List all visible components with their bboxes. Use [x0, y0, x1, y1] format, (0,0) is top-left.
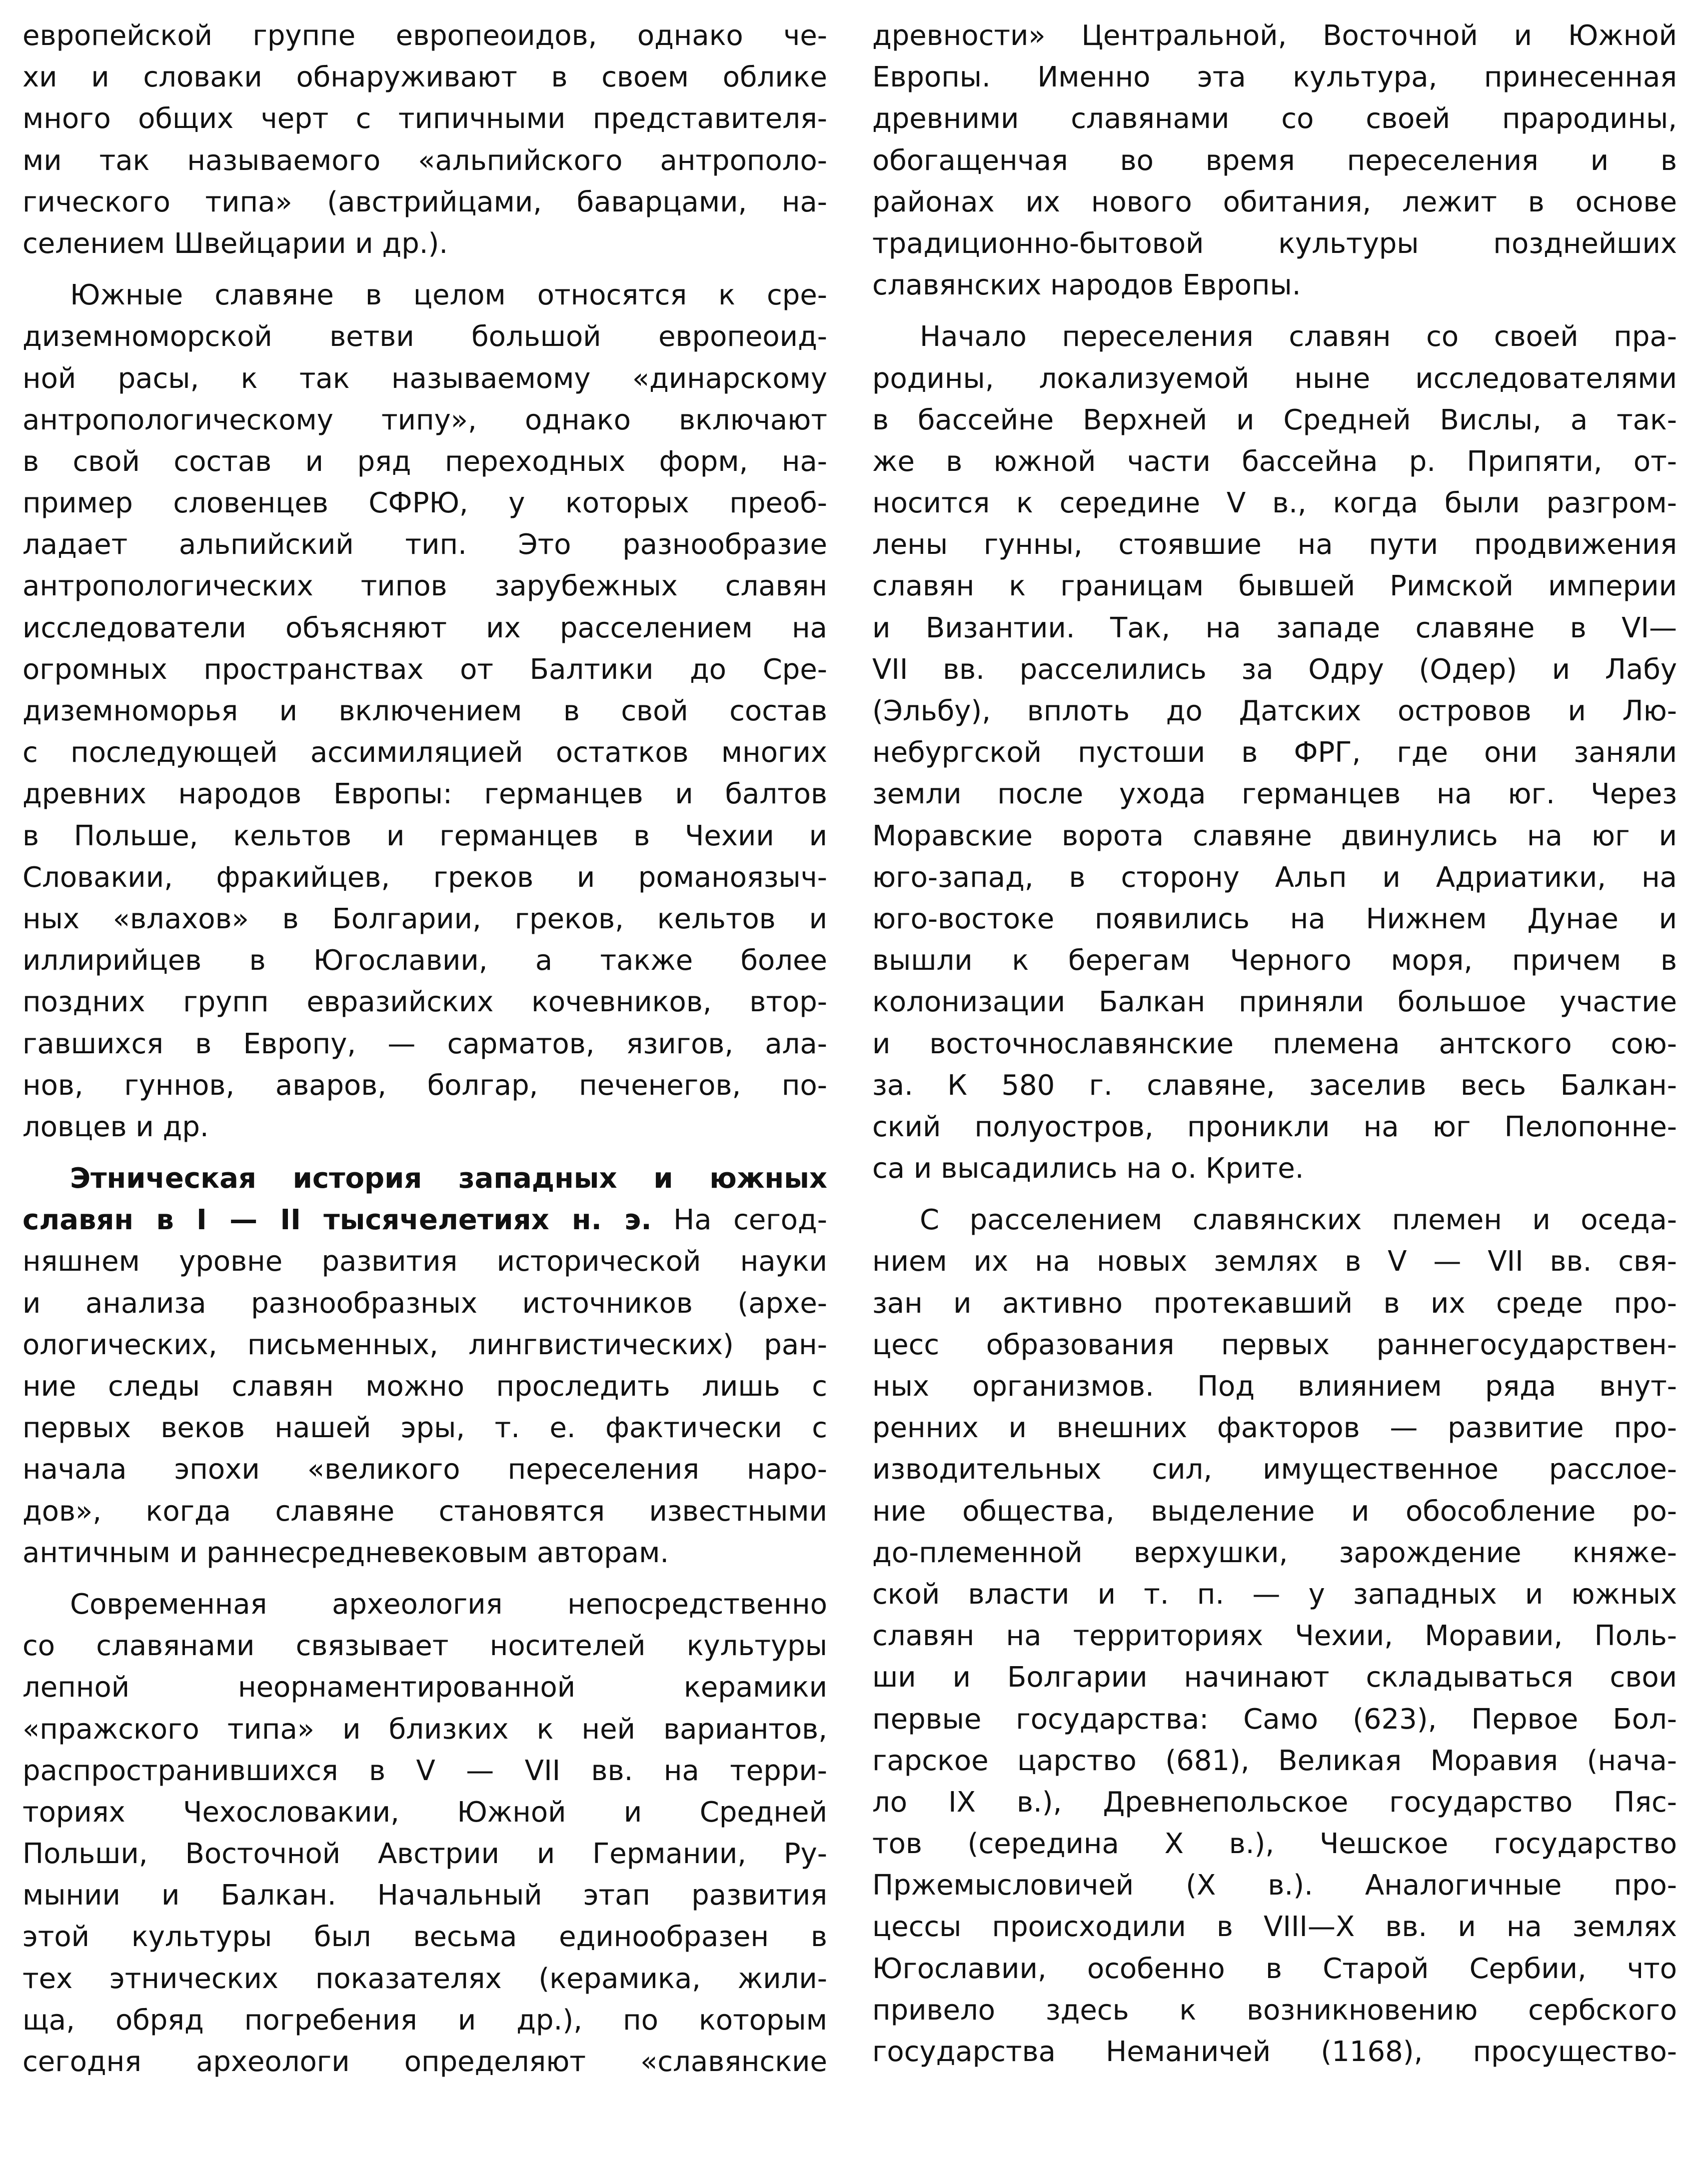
- text-line: привело здесь к возникновению сербского: [872, 1994, 1677, 2027]
- text-line: славян на территориях Чехии, Моравии, Поль-: [872, 1620, 1677, 1653]
- text-line: «пражского типа» и близких к ней вариантов,: [22, 1713, 827, 1746]
- text-line: античным и раннесредневековым авторам.: [22, 1536, 669, 1569]
- text-line: и Византии. Так, на западе славяне в VI—: [872, 611, 1677, 644]
- text-line: в свой состав и ряд переходных форм, на-: [22, 445, 827, 478]
- right-column: [872, 15, 1677, 2073]
- text-line: ториях Чехословакии, Южной и Средней: [22, 1796, 827, 1829]
- text-line: лены гунны, стоявшие на пути продвижения: [872, 528, 1677, 561]
- left-column: [22, 15, 827, 2083]
- text-line: и восточнославянские племена антского сою-: [872, 1027, 1677, 1060]
- text-line: цессы происходили в VIII—X вв. и на землях: [872, 1911, 1677, 1944]
- text-line: древними славянами со своей прародины,: [872, 102, 1677, 135]
- text-line: лепной неорнаментированной керамики: [22, 1671, 827, 1704]
- text-line: антропологических типов зарубежных славян: [22, 570, 827, 603]
- text-line: Словакии, фракийцев, греков и романоязыч-: [22, 861, 827, 894]
- text-line: Югославии, особенно в Старой Сербии, что: [872, 1952, 1677, 1985]
- text-line: первые государства: Само (623), Первое Бол-: [872, 1703, 1677, 1736]
- text-line: дов», когда славяне становятся известными: [22, 1495, 827, 1528]
- text-line: за. К 580 г. славяне, заселив весь Балкан-: [872, 1069, 1677, 1102]
- text-line: и анализа разнообразных источников (архе-: [22, 1287, 827, 1320]
- text-line: Начало переселения славян со своей пра-: [920, 320, 1677, 353]
- text-line: сегодня археологи определяют «славянские: [22, 2046, 827, 2078]
- text-line: древних народов Европы: германцев и балтов: [22, 778, 827, 811]
- text-line: колонизации Балкан приняли большое участие: [872, 986, 1677, 1019]
- text-line: няшнем уровне развития исторической науки: [22, 1245, 827, 1278]
- text-line: огромных пространствах от Балтики до Сре-: [22, 653, 827, 686]
- text-line: ных «влахов» в Болгарии, греков, кельтов и: [22, 902, 827, 935]
- text-line: ми так называемого «альпийского антрополо-: [22, 144, 827, 177]
- text-line: обогащенчая во время переселения и в: [872, 144, 1677, 177]
- text-line: (Эльбу), вплоть до Датских островов и Лю-: [872, 695, 1677, 727]
- text-line: мынии и Балкан. Начальный этап развития: [22, 1879, 827, 1912]
- text-line: диземноморья и включением в свой состав: [22, 695, 827, 727]
- text-line: Европы. Именно эта культура, принесенная: [872, 61, 1677, 94]
- text-line: селением Швейцарии и др.).: [22, 227, 448, 260]
- text-line: поздних групп евразийских кочевников, втор-: [22, 986, 827, 1019]
- text-line: много общих черт с типичными представителя-: [22, 102, 827, 135]
- text-line: ловцев и др.: [22, 1110, 209, 1143]
- text-line: ние следы славян можно проследить лишь с: [22, 1370, 827, 1403]
- text-line: древности» Центральной, Восточной и Южной: [872, 19, 1677, 52]
- text-line: европейской группе европеоидов, однако че-: [22, 19, 827, 52]
- text-line: же в южной части бассейна р. Припяти, от-: [872, 445, 1677, 478]
- text-line: Южные славяне в целом относятся к сре-: [70, 279, 827, 312]
- text-line: славянских народов Европы.: [872, 269, 1301, 302]
- text-line: ща, обряд погребения и др.), по которым: [22, 2004, 827, 2037]
- text-line: пример словенцев СФРЮ, у которых преоб-: [22, 487, 827, 520]
- text-line: ной расы, к так называемому «динарскому: [22, 362, 827, 395]
- section-heading-text: славян в I — II тысячелетиях н. э.: [22, 1204, 652, 1237]
- text-line: гарское царство (681), Великая Моравия (нача-: [872, 1744, 1677, 1777]
- text-line: тов (середина X в.), Чешское государство: [872, 1828, 1677, 1861]
- text-line: ской власти и т. п. — у западных и южных: [872, 1578, 1677, 1611]
- text-line: хи и словаки обнаруживают в своем облике: [22, 61, 827, 94]
- text-line: Моравские ворота славяне двинулись на юг и: [872, 819, 1677, 852]
- text-line: ных организмов. Под влиянием ряда внут-: [872, 1370, 1677, 1403]
- text-line: ренних и внешних факторов — развитие про-: [872, 1412, 1677, 1445]
- text-line: тех этнических показателях (керамика, жили-: [22, 1962, 827, 1995]
- text-line: начала эпохи «великого переселения наро-: [22, 1453, 827, 1486]
- text-line: земли после ухода германцев на юг. Через: [872, 778, 1677, 811]
- text-line: славян к границам бывшей Римской империи: [872, 570, 1677, 603]
- text-line: зан и активно протекавший в их среде про-: [872, 1287, 1677, 1320]
- text-line: нием их на новых землях в V — VII вв. свя-: [872, 1245, 1677, 1278]
- text-line: районах их нового обитания, лежит в основе: [872, 185, 1677, 218]
- text-line: ладает альпийский тип. Это разнообразие: [22, 528, 827, 561]
- text-line: исследователи объясняют их расселением на: [22, 611, 827, 644]
- text-line: гавшихся в Европу, — сарматов, язигов, ала-: [22, 1027, 827, 1060]
- text-line: с последующей ассимиляцией остатков многих: [22, 736, 827, 769]
- text-line: вышли к берегам Черного моря, причем в: [872, 944, 1677, 977]
- text-line: в Польше, кельтов и германцев в Чехии и: [22, 819, 827, 852]
- text-line: С расселением славянских племен и оседа-: [920, 1204, 1677, 1237]
- text-line: ло IX в.), Древнепольское государство Пяс-: [872, 1786, 1677, 1819]
- text-line: Пржемысловичей (X в.). Аналогичные про-: [872, 1869, 1677, 1902]
- text-line: этой культуры был весьма единообразен в: [22, 1921, 827, 1954]
- text-line: юго-востоке появились на Нижнем Дунае и: [872, 902, 1677, 935]
- text-line: антропологическому типу», однако включают: [22, 403, 827, 436]
- text-line: ологических, письменных, лингвистических) ран-: [22, 1328, 827, 1361]
- text-line: в бассейне Верхней и Средней Вислы, а так-: [872, 403, 1677, 436]
- text-line: со славянами связывает носителей культуры: [22, 1630, 827, 1663]
- text-line: носится к середине V в., когда были разгром-: [872, 487, 1677, 520]
- text-line: Польши, Восточной Австрии и Германии, Ру-: [22, 1838, 827, 1871]
- text-line: VII вв. расселились за Одру (Одер) и Лабу: [872, 653, 1677, 686]
- text-line: первых веков нашей эры, т. е. фактически с: [22, 1412, 827, 1445]
- text-line: родины, локализуемой ныне исследователями: [872, 362, 1677, 395]
- text-line: цесс образования первых раннегосударствен-: [872, 1328, 1677, 1361]
- text-line: ши и Болгарии начинают складываться свои: [872, 1661, 1677, 1694]
- text-line: юго-запад, в сторону Альп и Адриатики, на: [872, 861, 1677, 894]
- text-line: государства Неманичей (1168), просущество-: [872, 2036, 1677, 2068]
- text-line: нов, гуннов, аваров, болгар, печенегов, по-: [22, 1069, 827, 1102]
- text-line: ский полуостров, проникли на юг Пелопонне-: [872, 1110, 1677, 1143]
- text-line: гического типа» (австрийцами, баварцами, на-: [22, 185, 827, 218]
- text-line: иллирийцев в Югославии, а также более: [22, 944, 827, 977]
- text-line: изводительных сил, имущественное расслое-: [872, 1453, 1677, 1486]
- text-line: небургской пустоши в ФРГ, где они заняли: [872, 736, 1677, 769]
- text-line: до-племенной верхушки, зарождение княже-: [872, 1536, 1677, 1569]
- text-line: Современная археология непосредственно: [70, 1588, 827, 1621]
- text-line: диземноморской ветви большой европеоид-: [22, 320, 827, 353]
- text-line: [22, 1199, 827, 1241]
- text-line: са и высадились на о. Крите.: [872, 1152, 1304, 1185]
- text-line: традиционно-бытовой культуры позднейших: [872, 227, 1677, 260]
- text-line: распространившихся в V — VII вв. на терри-: [22, 1754, 827, 1787]
- body-text: На сегод-: [651, 1204, 827, 1237]
- text-line: Этническая история западных и южных: [70, 1162, 827, 1195]
- text-line: ние общества, выделение и обособление ро-: [872, 1495, 1677, 1528]
